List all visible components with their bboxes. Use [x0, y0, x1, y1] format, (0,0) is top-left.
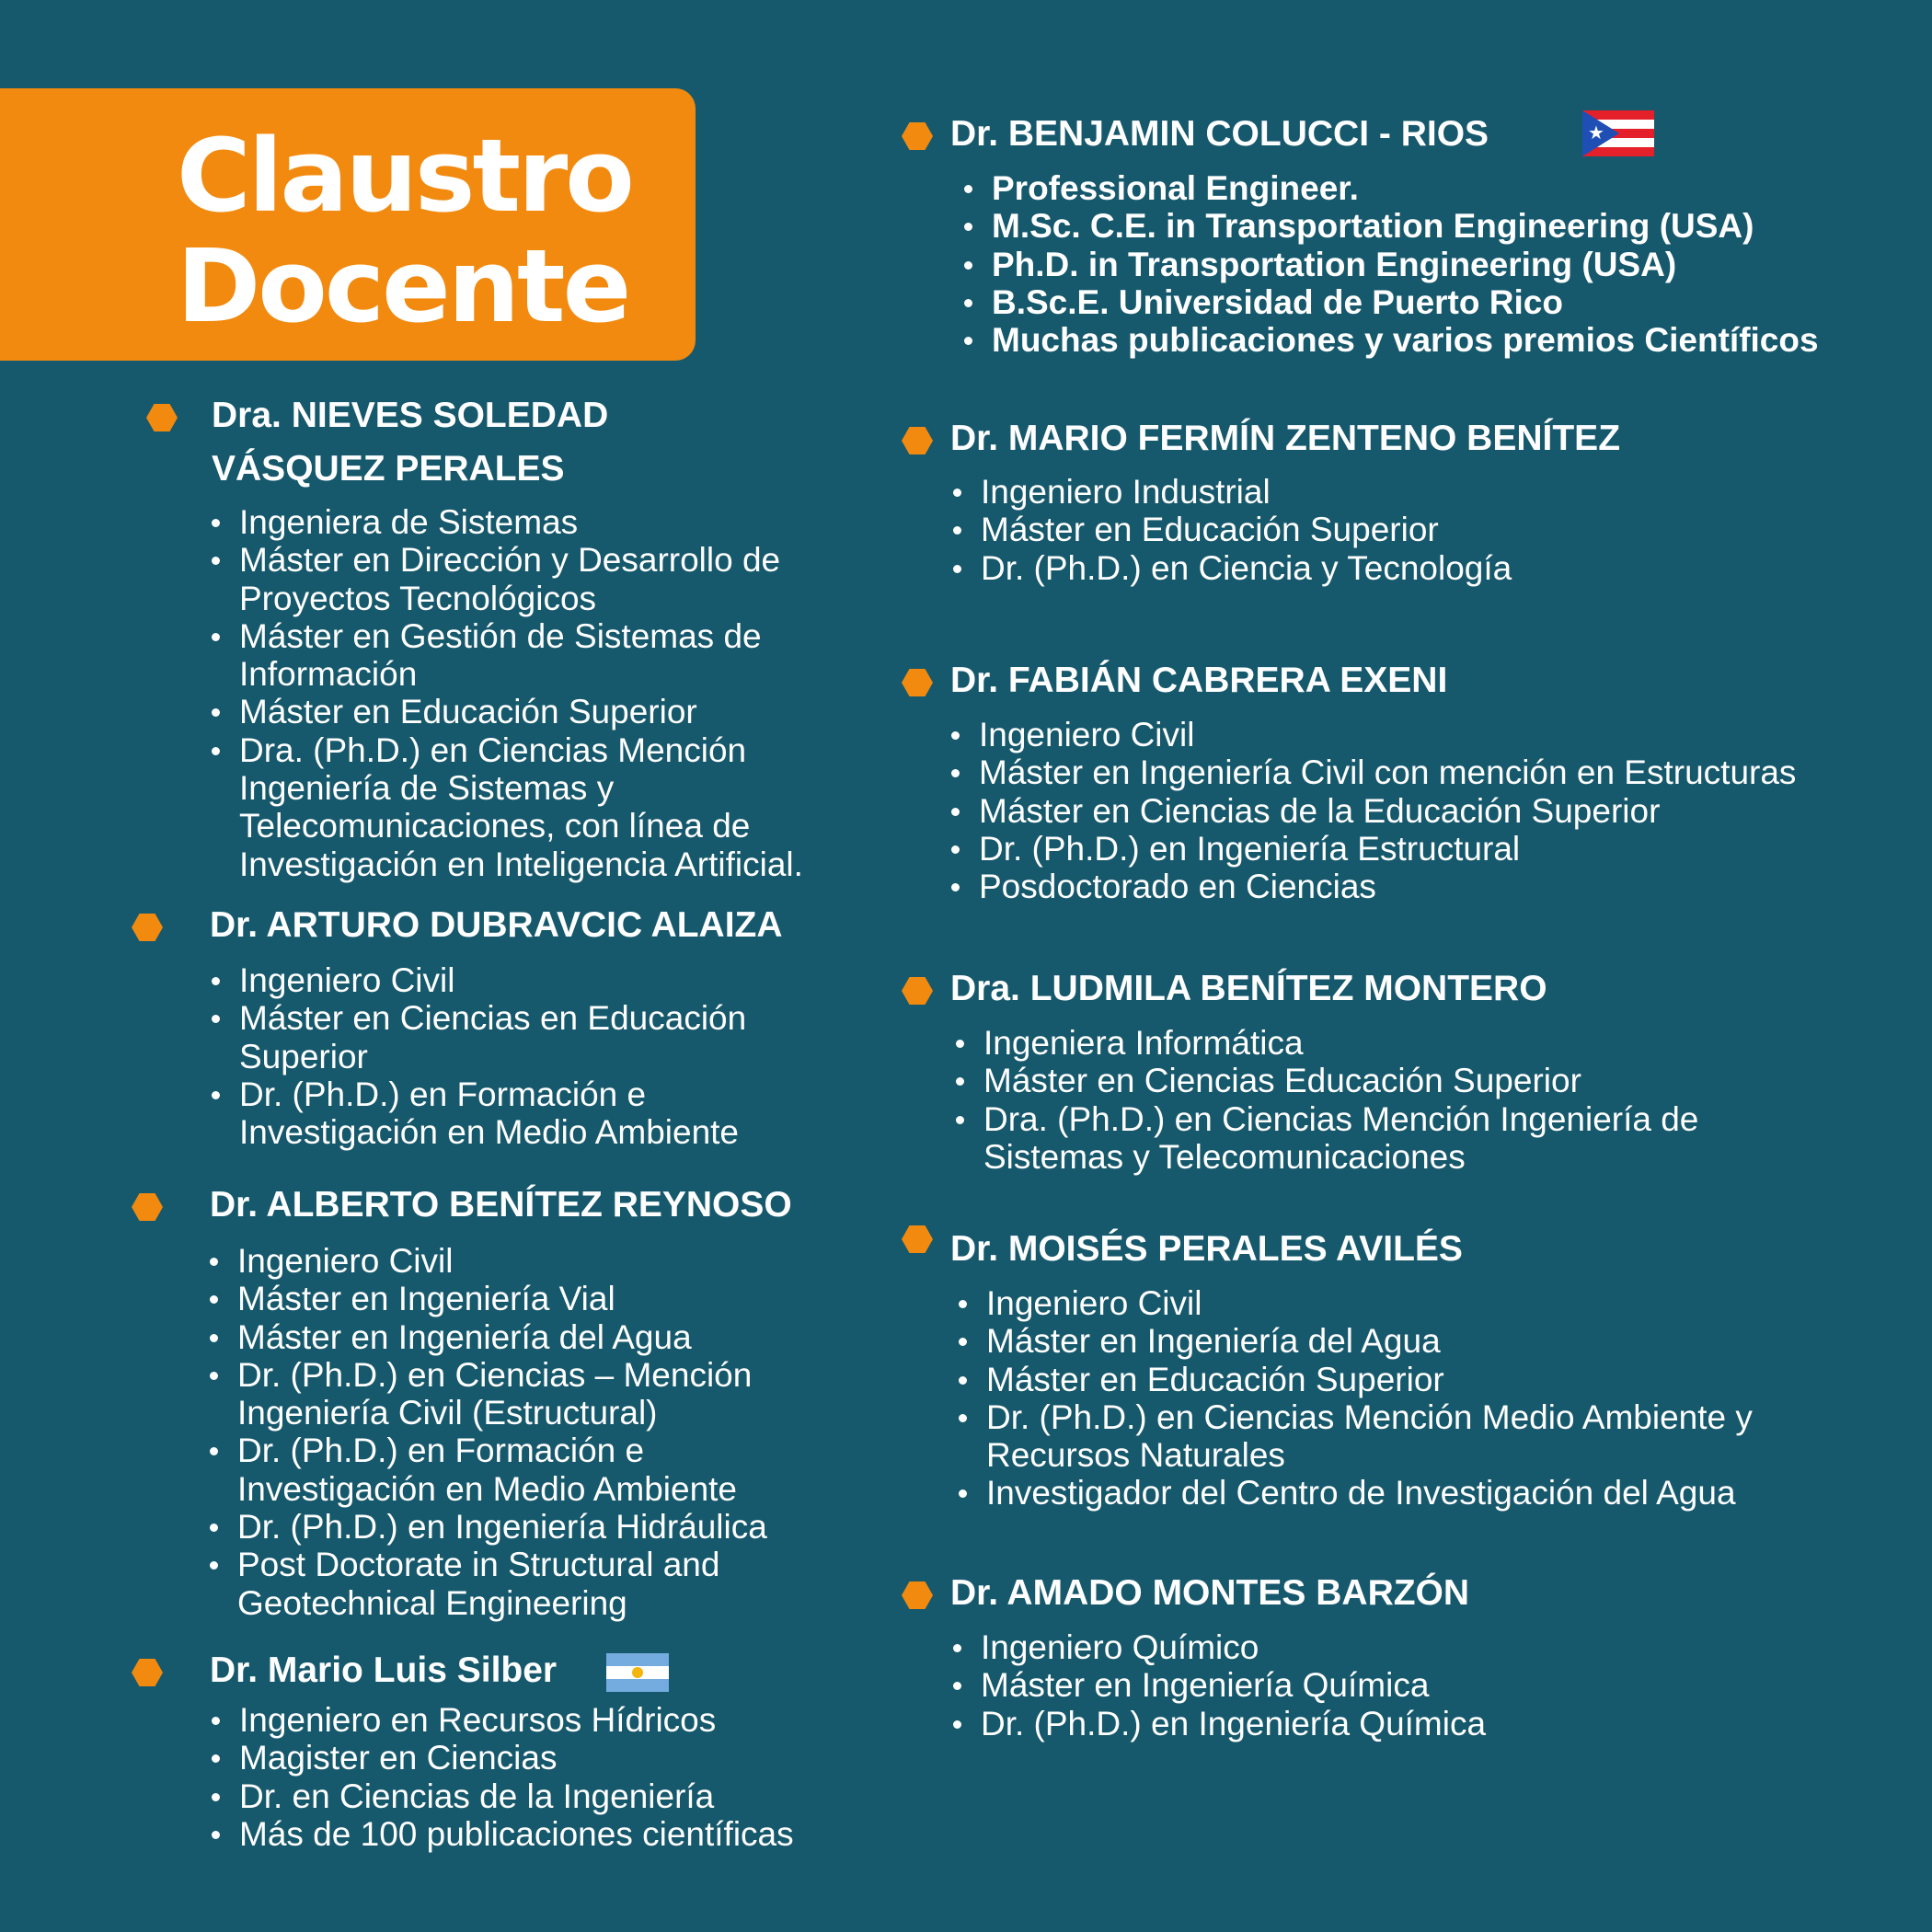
teacher-name: Dr. AMADO MONTES BARZÓN [950, 1573, 1470, 1613]
degree-item-continuation: Ingeniería Civil (Estructural) [237, 1394, 658, 1432]
teacher-name: Dr. BENJAMIN COLUCCI - RIOS [950, 114, 1489, 154]
degree-item: Dr. (Ph.D.) en Ingeniería Química [981, 1704, 1487, 1742]
hexagon-bullet-icon [146, 404, 178, 431]
degree-item-continuation: Información [239, 655, 418, 694]
degree-list [239, 503, 803, 883]
hexagon-bullet-icon [902, 427, 933, 454]
degree-list [992, 169, 1819, 359]
degree-item-continuation: Investigación en Medio Ambiente [237, 1469, 738, 1508]
degree-item: Máster en Gestión de Sistemas de [239, 617, 803, 655]
degree-list [981, 1628, 1486, 1742]
hexagon-bullet-icon [132, 1193, 163, 1221]
degree-item-continuation: Investigación en Inteligencia Artificial. [239, 845, 803, 883]
teacher-name: Dr. Mario Luis Silber [210, 1650, 558, 1690]
degree-item: Ingeniero Civil [239, 961, 746, 999]
degree-item: Máster en Dirección y Desarrollo de [239, 541, 803, 579]
degree-item: Dr. (Ph.D.) en Ciencias – Mención [237, 1356, 767, 1394]
degree-list [237, 1242, 767, 1622]
degree-item-continuation: Telecomunicaciones, con línea de [239, 807, 751, 845]
degree-item: Más de 100 publicaciones científicas [239, 1814, 794, 1853]
degree-item: Máster en Educación Superior [239, 693, 803, 730]
degree-item: Ingeniero Industrial [981, 473, 1512, 511]
degree-item: Máster en Ingeniería Vial [237, 1280, 767, 1317]
degree-item: Dra. (Ph.D.) en Ciencias Mención [239, 731, 803, 769]
degree-item: Ph.D. in Transportation Engineering (USA) [992, 246, 1819, 283]
degree-item: Dr. (Ph.D.) en Ciencias Mención Medio Ambiente y [986, 1397, 1753, 1436]
degree-item: Máster en Ingeniería del Agua [237, 1318, 767, 1356]
teacher-name: Dr. ARTURO DUBRAVCIC ALAIZA [210, 905, 783, 945]
degree-item: Máster en Educación Superior [986, 1361, 1753, 1398]
degree-item: Professional Engineer. [992, 169, 1819, 207]
teacher-name: Dr. ALBERTO BENÍTEZ REYNOSO [210, 1185, 792, 1225]
degree-item: Dr. (Ph.D.) en Formación e [239, 1075, 746, 1113]
degree-list [979, 716, 1796, 905]
degree-item: Dra. (Ph.D.) en Ciencias Mención Ingeniería de [983, 1099, 1699, 1138]
degree-item: Máster en Ingeniería del Agua [986, 1322, 1753, 1360]
teacher-name: Dr. MARIO FERMÍN ZENTENO BENÍTEZ [950, 419, 1621, 458]
hexagon-bullet-icon [902, 1225, 933, 1253]
hexagon-bullet-icon [132, 1659, 163, 1686]
teacher-name: Dr. FABIÁN CABRERA EXENI [950, 661, 1448, 700]
degree-item: Investigador del Centro de Investigación del Agua [986, 1474, 1753, 1512]
hexagon-bullet-icon [902, 1581, 933, 1609]
degree-list [986, 1284, 1753, 1512]
degree-item: Ingeniero Químico [981, 1628, 1486, 1666]
degree-list [239, 1701, 794, 1853]
puerto-rico-flag-icon: ★ [1582, 110, 1654, 156]
degree-item: Magister en Ciencias [239, 1739, 794, 1777]
degree-item: Ingeniera de Sistemas [239, 503, 803, 541]
degree-list [239, 961, 746, 1151]
teacher-name: Dr. MOISÉS PERALES AVILÉS [950, 1229, 1463, 1269]
degree-item: Ingeniera Informática [983, 1024, 1698, 1062]
degree-item-continuation: Recursos Naturales [986, 1436, 1285, 1475]
teacher-name-line-2: VÁSQUEZ PERALES [212, 449, 565, 489]
degree-item: Máster en Ciencias de la Educación Superior [979, 792, 1796, 830]
degree-item: Máster en Ingeniería Civil con mención en Estructuras [979, 753, 1797, 792]
degree-item: B.Sc.E. Universidad de Puerto Rico [992, 283, 1819, 321]
degree-item: Muchas publicaciones y varios premios Científicos [992, 321, 1819, 360]
argentina-flag-icon [606, 1653, 669, 1692]
degree-item: Máster en Ingeniería Química [981, 1666, 1486, 1704]
degree-item: Ingeniero en Recursos Hídricos [239, 1701, 794, 1739]
degree-item: Dr. (Ph.D.) en Ciencia y Tecnología [981, 548, 1512, 587]
degree-list [983, 1024, 1698, 1176]
degree-item-continuation: Ingeniería de Sistemas y [239, 769, 615, 808]
degree-item-continuation: Proyectos Tecnológicos [239, 579, 597, 617]
degree-item: Máster en Ciencias Educación Superior [983, 1062, 1698, 1099]
degree-list [981, 473, 1512, 587]
hexagon-bullet-icon [132, 914, 163, 941]
degree-item-continuation: Superior [239, 1037, 368, 1075]
title-banner [0, 88, 696, 361]
degree-item: Dr. (Ph.D.) en Ingeniería Estructural [979, 830, 1796, 868]
teacher-name: Dra. LUDMILA BENÍTEZ MONTERO [950, 969, 1547, 1008]
degree-item: Ingeniero Civil [237, 1242, 767, 1280]
page-title-line-1: Claustro [177, 117, 632, 235]
page-title-line-2: Docente [177, 227, 629, 345]
hexagon-bullet-icon [902, 122, 933, 150]
degree-item-continuation: Investigación en Medio Ambiente [239, 1113, 740, 1152]
hexagon-bullet-icon [902, 977, 933, 1005]
degree-item: M.Sc. C.E. in Transportation Engineering (USA) [992, 207, 1819, 245]
degree-item: Ingeniero Civil [986, 1284, 1753, 1322]
degree-item: Post Doctorate in Structural and [237, 1546, 767, 1583]
teacher-name-line-1: Dra. NIEVES SOLEDAD [212, 396, 609, 435]
degree-item: Dr. (Ph.D.) en Formación e [237, 1432, 767, 1469]
degree-item: Ingeniero Civil [979, 716, 1796, 753]
degree-item: Máster en Ciencias en Educación [239, 999, 747, 1038]
degree-item: Dr. (Ph.D.) en Ingeniería Hidráulica [237, 1508, 767, 1547]
degree-item-continuation: Geotechnical Engineering [237, 1583, 627, 1622]
degree-item: Dr. en Ciencias de la Ingeniería [239, 1777, 794, 1815]
degree-item: Posdoctorado en Ciencias [979, 868, 1796, 905]
degree-item-continuation: Sistemas y Telecomunicaciones [983, 1137, 1466, 1176]
degree-item: Máster en Educación Superior [981, 511, 1512, 548]
hexagon-bullet-icon [902, 669, 933, 696]
